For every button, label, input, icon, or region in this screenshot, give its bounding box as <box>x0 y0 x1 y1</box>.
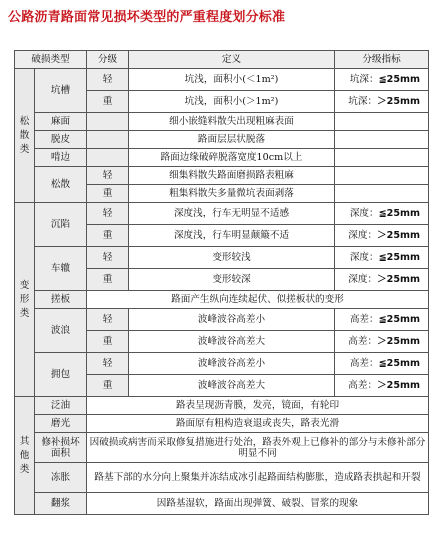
type-cell: 坑槽 <box>35 69 87 113</box>
grade-cell: 重 <box>87 331 129 353</box>
indicator-cell: 坑深：＞25mm <box>335 91 429 113</box>
table-row <box>15 397 429 415</box>
type-cell: 波浪 <box>35 309 87 353</box>
type-cell: 脱皮 <box>35 131 87 149</box>
severity-table <box>14 50 429 515</box>
indicator-cell: 深度：≦25mm <box>335 203 429 225</box>
type-cell: 磨光 <box>35 415 87 433</box>
definition-cell: 因破损或病害而采取修复措施进行处治，路表外观上已修补的部分与未修补部分明显不同 <box>87 433 429 463</box>
table-row <box>15 167 429 185</box>
definition-cell: 深度浅，行车无明显不适感 <box>129 203 335 225</box>
definition-cell: 细小嵌缝料散失出现粗麻表面 <box>129 113 335 131</box>
indicator-cell: 高差：＞25mm <box>335 331 429 353</box>
table-row <box>15 113 429 131</box>
type-cell: 车辙 <box>35 247 87 291</box>
indicator-cell: 深度：＞25mm <box>335 225 429 247</box>
table-row <box>15 203 429 225</box>
table-row <box>15 247 429 269</box>
grade-cell: 重 <box>87 185 129 203</box>
category-loose: 松 散 类 <box>15 69 35 203</box>
table-row <box>15 415 429 433</box>
indicator-cell: 深度：≦25mm <box>335 247 429 269</box>
table-row <box>15 149 429 167</box>
table-row <box>15 69 429 91</box>
definition-cell: 路面产生纵向连续起伏、似搓板状的变形 <box>87 291 429 309</box>
type-cell: 搓板 <box>35 291 87 309</box>
grade-cell: 轻 <box>87 353 129 375</box>
definition-cell: 粗集料散失多量微坑表面剥落 <box>129 185 335 203</box>
definition-cell: 因路基湿软，路面出现弹簧、破裂、冒浆的现象 <box>87 493 429 515</box>
table-header-row <box>15 51 429 69</box>
definition-cell: 波峰波谷高差小 <box>129 353 335 375</box>
header-grade: 分级 <box>87 51 129 69</box>
indicator-cell: 高差：＞25mm <box>335 375 429 397</box>
definition-cell: 路面边缘破碎脱落宽度10cm以上 <box>129 149 335 167</box>
header-definition: 定义 <box>129 51 335 69</box>
grade-cell: 重 <box>87 269 129 291</box>
definition-cell: 路面层层状脱落 <box>129 131 335 149</box>
type-cell: 松散 <box>35 167 87 203</box>
page-title: 公路沥青路面常见损坏类型的严重程度划分标准 <box>8 10 286 25</box>
type-cell: 拥包 <box>35 353 87 397</box>
category-other: 其 他 类 <box>15 397 35 515</box>
category-deform: 变 形 类 <box>15 203 35 397</box>
grade-cell: 重 <box>87 375 129 397</box>
type-cell: 沉陷 <box>35 203 87 247</box>
severity-table-wrapper <box>14 50 428 515</box>
definition-cell: 路基下部的水分向上聚集并冻结成冰引起路面结构膨胀，造成路表拱起和开裂 <box>87 463 429 493</box>
type-cell: 泛油 <box>35 397 87 415</box>
table-row <box>15 493 429 515</box>
type-cell: 冻胀 <box>35 463 87 493</box>
indicator-cell: 高差：≦25mm <box>335 309 429 331</box>
indicator-cell: 高差：≦25mm <box>335 353 429 375</box>
indicator-cell: 深度：＞25mm <box>335 269 429 291</box>
definition-cell: 细集料散失路面磨损路表粗麻 <box>129 167 335 185</box>
definition-cell: 路表呈现沥青膜，发亮，镜面，有轮印 <box>87 397 429 415</box>
grade-cell: 轻 <box>87 309 129 331</box>
grade-cell: 重 <box>87 225 129 247</box>
definition-cell: 坑浅，面积小(＜1m²) <box>129 69 335 91</box>
definition-cell: 路面原有粗构造衰退或丧失，路表光滑 <box>87 415 429 433</box>
definition-cell: 波峰波谷高差小 <box>129 309 335 331</box>
table-row <box>15 291 429 309</box>
grade-cell: 轻 <box>87 247 129 269</box>
table-row <box>15 131 429 149</box>
definition-cell: 波峰波谷高差大 <box>129 375 335 397</box>
table-row <box>15 463 429 493</box>
grade-cell: 轻 <box>87 167 129 185</box>
definition-cell: 深度浅，行车明显颠簸不适 <box>129 225 335 247</box>
header-type: 破损类型 <box>15 51 87 69</box>
type-cell: 修补损坏面积 <box>35 433 87 463</box>
grade-cell: 轻 <box>87 203 129 225</box>
table-row <box>15 309 429 331</box>
type-cell: 啃边 <box>35 149 87 167</box>
definition-cell: 变形较深 <box>129 269 335 291</box>
table-row <box>15 433 429 463</box>
table-row <box>15 353 429 375</box>
header-indicator: 分级指标 <box>335 51 429 69</box>
indicator-cell: 坑深：≦25mm <box>335 69 429 91</box>
definition-cell: 变形较浅 <box>129 247 335 269</box>
definition-cell: 波峰波谷高差大 <box>129 331 335 353</box>
definition-cell: 坑浅，面积小(＞1m²) <box>129 91 335 113</box>
type-cell: 麻面 <box>35 113 87 131</box>
type-cell: 翻浆 <box>35 493 87 515</box>
grade-cell: 重 <box>87 91 129 113</box>
grade-cell: 轻 <box>87 69 129 91</box>
